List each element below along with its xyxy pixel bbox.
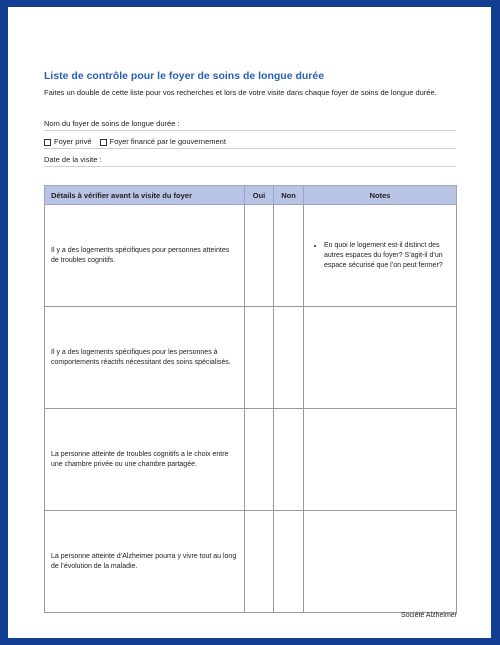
checklist-table [44,185,457,613]
page-title: Liste de contrôle pour le foyer de soins de longue durée [44,70,325,82]
row-detail: Il y a des logements spécifiques pour personnes atteintes de troubles cognitifs. [45,205,245,307]
table-row [45,307,457,409]
yes-cell[interactable] [245,205,274,307]
checkbox-icon[interactable] [44,139,51,146]
table-header-row [45,186,457,205]
note-item: • En quoi le logement est-il distinct des autres espaces du foyer? S’agit-il d’un espace sécurisé que l’on peut fermer? [324,241,450,271]
row-detail: La personne atteinte d’Alzheimer pourra y vivre tout au long de l’évolution de la maladie. [45,511,245,613]
visit-date-line [44,166,456,167]
notes-cell[interactable] [304,307,457,409]
row-detail: La personne atteinte de troubles cognitifs a le choix entre une chambre privée ou une chambre partagée. [45,409,245,511]
header-no: Non [274,186,304,205]
home-name-label: Nom du foyer de soins de longue durée : [44,119,180,128]
header-details: Détails à vérifier avant la visite du foyer [45,186,245,205]
yes-cell[interactable] [245,409,274,511]
checkbox-icon[interactable] [100,139,107,146]
no-cell[interactable] [274,511,304,613]
no-cell[interactable] [274,307,304,409]
home-name-line [44,130,456,131]
row-detail: Il y a des logements spécifiques pour les personnes à comportements réactifs nécessitant des soins spécialisés. [45,307,245,409]
private-label: Foyer privé [54,137,92,146]
notes-cell[interactable] [304,205,457,307]
private-option[interactable] [44,137,92,146]
home-type-options [44,137,232,146]
no-cell[interactable] [274,205,304,307]
header-notes: Notes [304,186,457,205]
table-row [45,205,457,307]
footer-brand: Société Alzheimer [400,612,457,619]
yes-cell[interactable] [245,307,274,409]
table-row [45,409,457,511]
notes-cell[interactable] [304,409,457,511]
home-type-line [44,148,456,149]
funded-option[interactable] [100,137,226,146]
notes-cell[interactable] [304,511,457,613]
intro-text: Faites un double de cette liste pour vos recherches et lors de votre visite dans chaque foyer de soins de longue durée. [44,88,437,97]
yes-cell[interactable] [245,511,274,613]
document-page [8,7,491,638]
header-yes: Oui [245,186,274,205]
no-cell[interactable] [274,409,304,511]
visit-date-label: Date de la visite : [44,155,102,164]
funded-label: Foyer financé par le gouvernement [109,137,226,146]
table-row [45,511,457,613]
